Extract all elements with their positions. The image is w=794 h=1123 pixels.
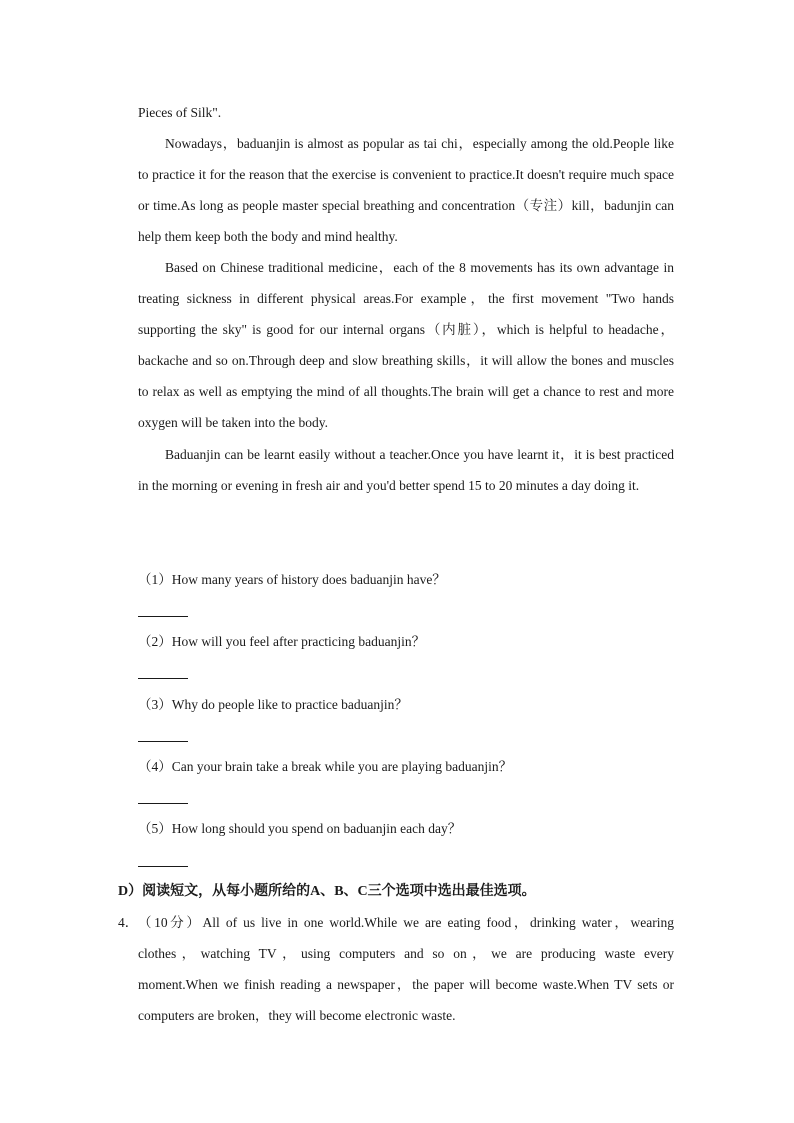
section-d-heading: D）阅读短文，从每小题所给的A、B、C三个选项中选出最佳选项。 — [118, 884, 536, 899]
passage-fragment: Pieces of Silk". — [138, 105, 222, 120]
answer-blank-1[interactable] — [138, 616, 188, 617]
question-4: （4）Can your brain take a break while you are playing baduanjin？ — [138, 759, 513, 774]
question-5: （5）How long should you spend on baduanjin each day？ — [138, 821, 462, 836]
answer-blank-3[interactable] — [138, 741, 188, 742]
passage-paragraph-1: Nowadays，baduanjin is almost as popular as tai chi，especially among the old.People like to practice it for the reason that the exercise is convenient to practice.It doesn't require much space or time.As long as people master special breathing and concentration（专注）kill，badunjin can help them keep both the body and mind healthy. — [138, 136, 674, 244]
question-3: （3）Why do people like to practice baduanjin？ — [138, 697, 408, 712]
question-number: 4． — [118, 915, 139, 930]
question-4-passage: （10分）All of us live in one world.While we are eating food，drinking water，wearing clothes，watching TV，using computers and so on，we are producing waste every moment.When we finish reading a newspaper，the paper will become waste.When TV sets or computers are broken，they will become electronic waste. — [138, 915, 674, 1023]
passage-paragraph-2: Based on Chinese traditional medicine，each of the 8 movements has its own advantage in treating sickness in different physical areas.For example，the first movement "Two hands supporting the sky" is good for our internal organs（内脏），which is helpful to headache，backache and so on.Through deep and slow breathing skills，it will allow the bones and muscles to relax as well as emptying the mind of all thoughts.The brain will get a chance to rest and more oxygen will be taken into the body. — [138, 260, 674, 430]
answer-blank-4[interactable] — [138, 803, 188, 804]
question-2: （2）How will you feel after practicing baduanjin？ — [138, 634, 426, 649]
answer-blank-2[interactable] — [138, 678, 188, 679]
answer-blank-5[interactable] — [138, 866, 188, 867]
passage-paragraph-3: Baduanjin can be learnt easily without a teacher.Once you have learnt it，it is best practiced in the morning or evening in fresh air and you'd better spend 15 to 20 minutes a day doing it. — [138, 447, 674, 493]
question-1: （1）How many years of history does baduanjin have？ — [138, 572, 446, 587]
